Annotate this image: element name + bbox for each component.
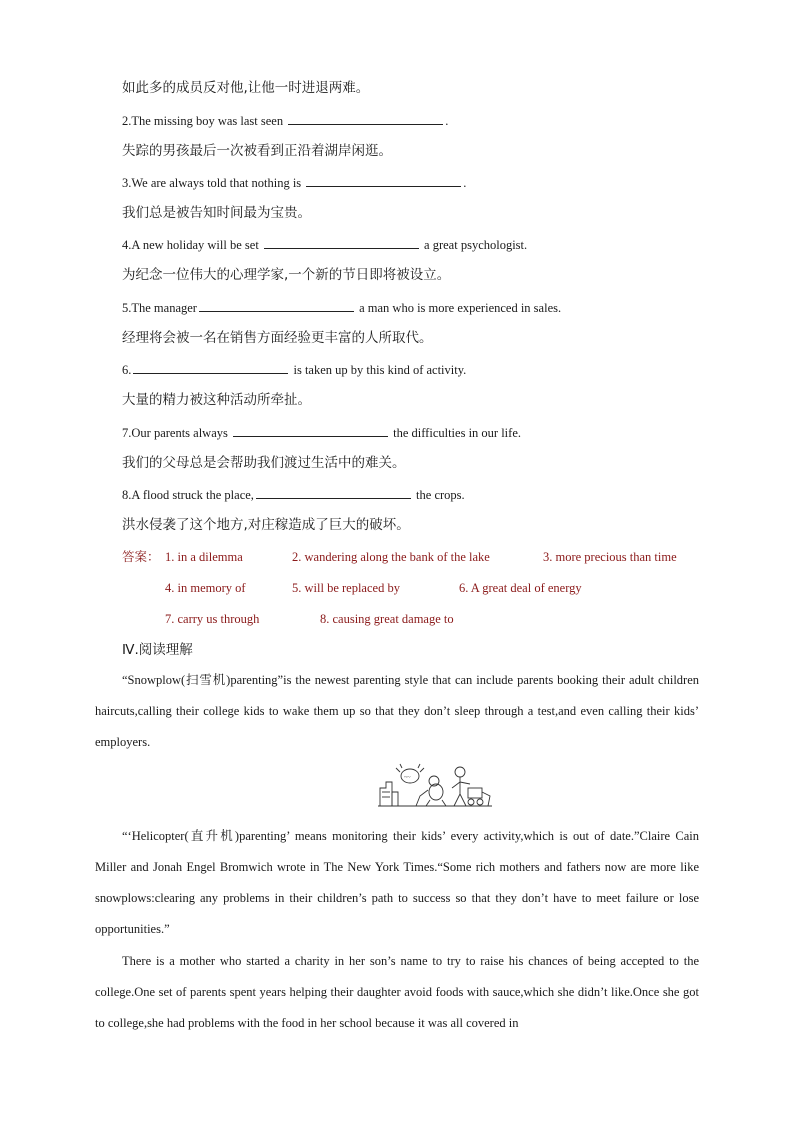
item-7-chinese: 我们的父母总是会帮助我们渡过生活中的难关。 [122, 455, 406, 471]
item-3-blank[interactable] [306, 174, 461, 187]
item-6-chinese: 大量的精力被这种活动所牵扯。 [122, 392, 311, 408]
answer-6: 6. A great deal of energy [459, 581, 582, 595]
item-1-chinese: 如此多的成员反对他,让他一时进退两难。 [122, 80, 370, 96]
reading-paragraph-2: “‘Helicopter(直升机)parenting’ means monitoring their kids’ every activity,which is out of date.”Claire Cain Miller and Jonah Engel Bromwich wrote in The New York Times.“Some rich mothers and fathers now are more like snowplows:clearing any problems in their children’s path to success so that they don’t have to meet failure or lose opportunities.” [95, 829, 699, 936]
item-5-english: 5.The manager a man who is more experienced in sales. [122, 301, 562, 315]
svg-text:~~: ~~ [404, 775, 411, 781]
item-2-english: 2.The missing boy was last seen . [122, 114, 449, 128]
item-5-blank[interactable] [199, 299, 354, 312]
item-6-english: 6. is taken up by this kind of activity. [122, 363, 467, 377]
section-title: Ⅳ.阅读理解 [122, 642, 193, 658]
answer-8: 8. causing great damage to [320, 612, 454, 626]
item-8-english: 8.A flood struck the place, the crops. [122, 488, 465, 502]
item-7-blank[interactable] [233, 424, 388, 437]
item-4-chinese: 为纪念一位伟大的心理学家,一个新的节日即将被设立。 [122, 267, 451, 283]
item-7-english: 7.Our parents always the difficulties in our life. [122, 426, 521, 440]
item-4-blank[interactable] [264, 236, 419, 249]
answers-label: 答案： [122, 549, 160, 564]
reading-paragraph-3: There is a mother who started a charity in her son’s name to try to raise his chances of being accepted to the college.One set of parents spent years helping their daughter avoid foods with sauce,which she didn’t like.Once she got to college,she had problems with the food in her school because it was all covered in [95, 954, 699, 1030]
answer-3: 3. more precious than time [543, 550, 677, 564]
item-2-chinese: 失踪的男孩最后一次被看到正沿着湖岸闲逛。 [122, 143, 392, 159]
item-4-english: 4.A new holiday will be set a great psychologist. [122, 238, 528, 252]
answer-5: 5. will be replaced by [292, 581, 400, 595]
snowplow-parents-illustration [376, 762, 494, 810]
answer-4: 4. in memory of [165, 581, 246, 595]
answer-1: 1. in a dilemma [165, 550, 243, 564]
item-8-chinese: 洪水侵袭了这个地方,对庄稼造成了巨大的破坏。 [122, 517, 410, 533]
reading-paragraph-1: “Snowplow(扫雪机)parenting”is the newest parenting style that can include parents booking their adult children haircuts,calling their college kids to wake them up so that they don’t sleep through a test,and even calling their kids’ employers. [95, 673, 699, 749]
answer-2: 2. wandering along the bank of the lake [292, 550, 490, 564]
item-8-blank[interactable] [256, 486, 411, 499]
item-6-blank[interactable] [133, 361, 288, 374]
item-3-english: 3.We are always told that nothing is . [122, 176, 467, 190]
item-2-blank[interactable] [288, 112, 443, 125]
item-3-chinese: 我们总是被告知时间最为宝贵。 [122, 205, 311, 221]
answer-7: 7. carry us through [165, 612, 260, 626]
item-5-chinese: 经理将会被一名在销售方面经验更丰富的人所取代。 [122, 330, 433, 346]
